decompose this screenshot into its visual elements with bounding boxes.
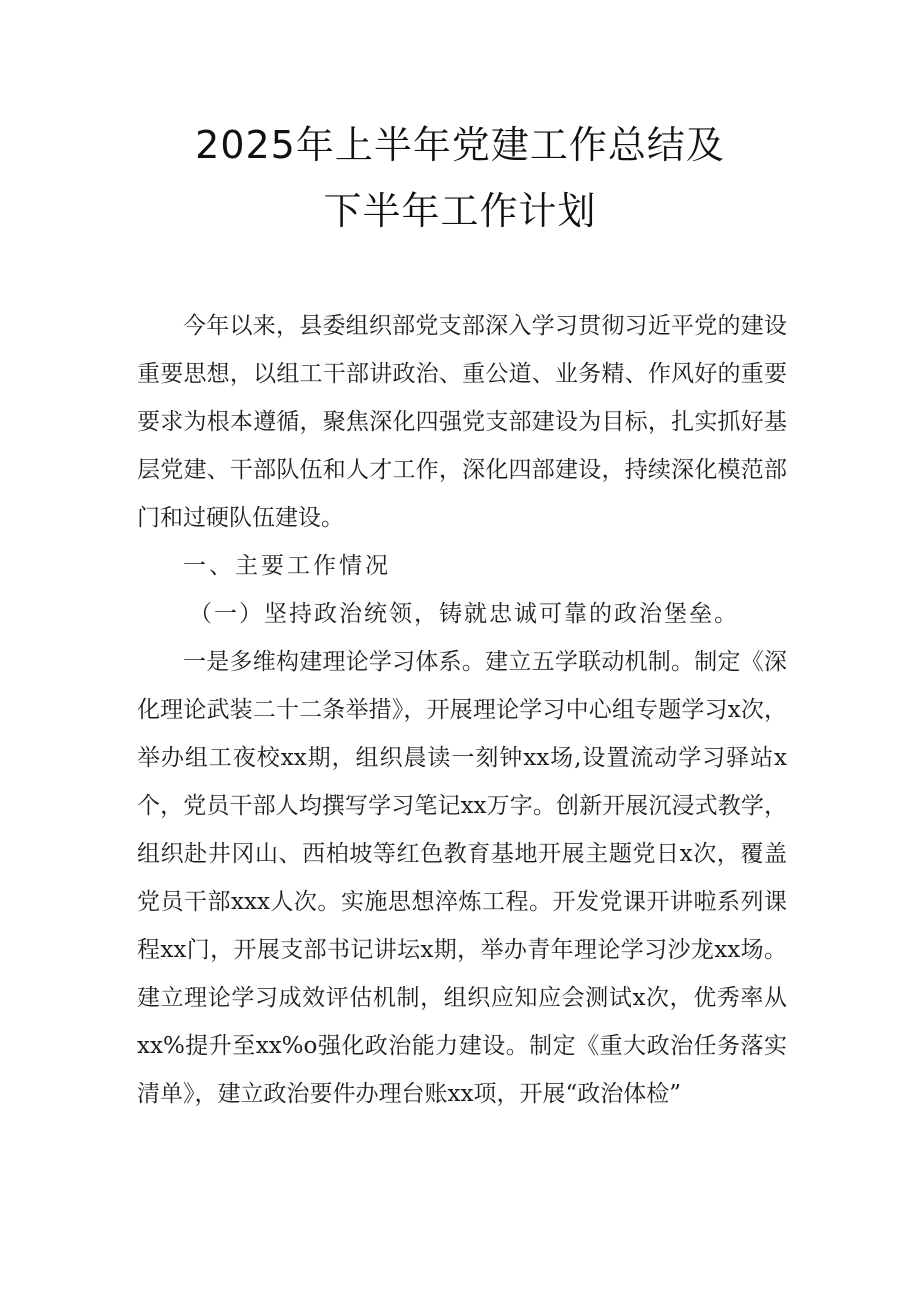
body-paragraph: 一是多维构建理论学习体系。建立五学联动机制。制定《深化理论武装二十二条举措》，开展理论学习中心组专题学习x次，举办组工夜校xx期，组织晨读一刻钟xx场,设置流动学习驿站x个，党员干部人均撰写学习笔记xx万字。创新开展沉浸式教学，组织赴井冈山、西柏坡等红色教育基地开展主题党日x次，覆盖党员干部xxx人次。实施思想淬炼工程。开发党课开讲啦系列课程xx门，开展支部书记讲坛x期，举办青年理论学习沙龙xx场。建立理论学习成效评估机制，组织应知应会测试x次，优秀率从xx%提升至xx%o强化政治能力建设。制定《重大政治任务落实清单》，建立政治要件办理台账xx项，开展“政治体检” <box>137 649 787 1107</box>
subsection-heading: （一）坚持政治统领，铸就忠诚可靠的政治堡垒。 <box>189 601 739 627</box>
document-title-line-1: 2025年上半年党建工作总结及 <box>195 123 725 167</box>
intro-paragraph: 今年以来，县委组织部党支部深入学习贯彻习近平党的建设重要思想，以组工干部讲政治、重公道、业务精、作风好的重要要求为根本遵循，聚焦深化四强党支部建设为目标，扎实抓好基层党建、干部队伍和人才工作，深化四部建设，持续深化模范部门和过硬队伍建设。 <box>137 313 787 531</box>
section-heading: 一、主要工作情况 <box>183 553 391 579</box>
document-title-line-2: 下半年工作计划 <box>323 189 597 233</box>
document-body <box>137 302 787 1118</box>
